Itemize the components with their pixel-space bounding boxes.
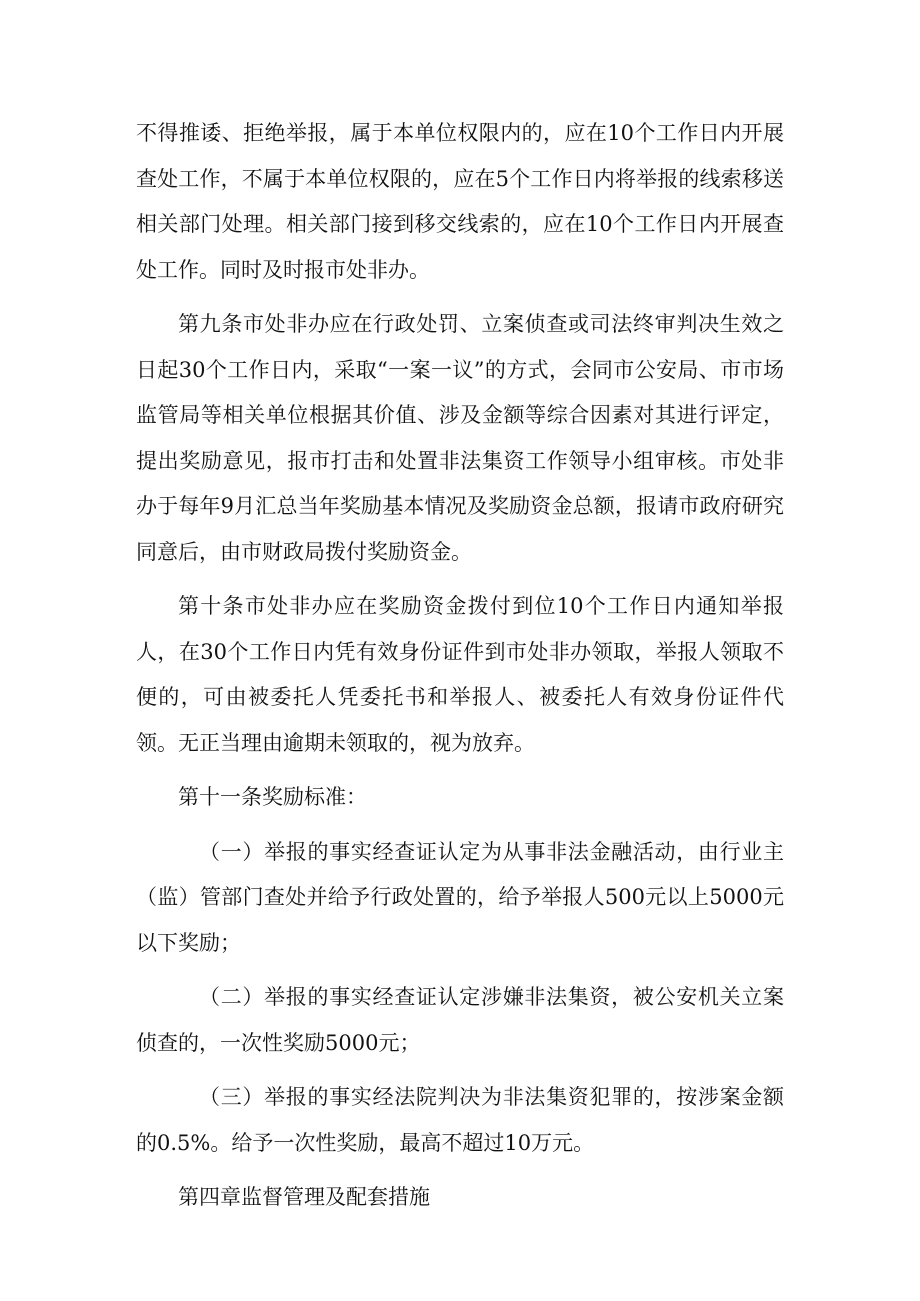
chapter-4-heading: 第四章监督管理及配套措施 bbox=[178, 1185, 430, 1209]
paragraph-reward-item-3: （三）举报的事实经法院判决为非法集资犯罪的，按涉案金额的0.5%。给予一次性奖励，最高不超过10万元。 bbox=[136, 1085, 784, 1155]
paragraph-article-11-heading: 第十一条奖励标准： bbox=[178, 785, 367, 809]
document-body bbox=[136, 111, 784, 1230]
paragraph-continuation: 不得推诿、拒绝举报，属于本单位权限内的，应在10个工作日内开展查处工作，不属于本单位权限的，应在5个工作日内将举报的线索移送相关部门处理。相关部门接到移交线索的，应在10个工作日内开展查处工作。同时及时报市处非办。 bbox=[136, 121, 784, 282]
paragraph-reward-item-1: （一）举报的事实经查证认定为从事非法金融活动，由行业主（监）管部门查处并给予行政处置的，给予举报人500元以上5000元以下奖励； bbox=[136, 839, 784, 955]
paragraph-article-9: 第九条市处非办应在行政处罚、立案侦查或司法终审判决生效之日起30个工作日内，采取“一案一议”的方式，会同市公安局、市市场监管局等相关单位根据其价值、涉及金额等综合因素对其进行评定，提出奖励意见，报市打击和处置非法集资工作领导小组审核。市处非办于每年9月汇总当年奖励基本情况及奖励资金总额，报请市政府研究同意后，由市财政局拨付奖励资金。 bbox=[136, 312, 784, 564]
paragraph-article-10: 第十条市处非办应在奖励资金拨付到位10个工作日内通知举报人，在30个工作日内凭有效身份证件到市处非办领取，举报人领取不便的，可由被委托人凭委托书和举报人、被委托人有效身份证件代领。无正当理由逾期未领取的，视为放弃。 bbox=[136, 594, 784, 755]
paragraph-reward-item-2: （二）举报的事实经查证认定涉嫌非法集资，被公安机关立案侦查的，一次性奖励5000元； bbox=[136, 985, 784, 1055]
